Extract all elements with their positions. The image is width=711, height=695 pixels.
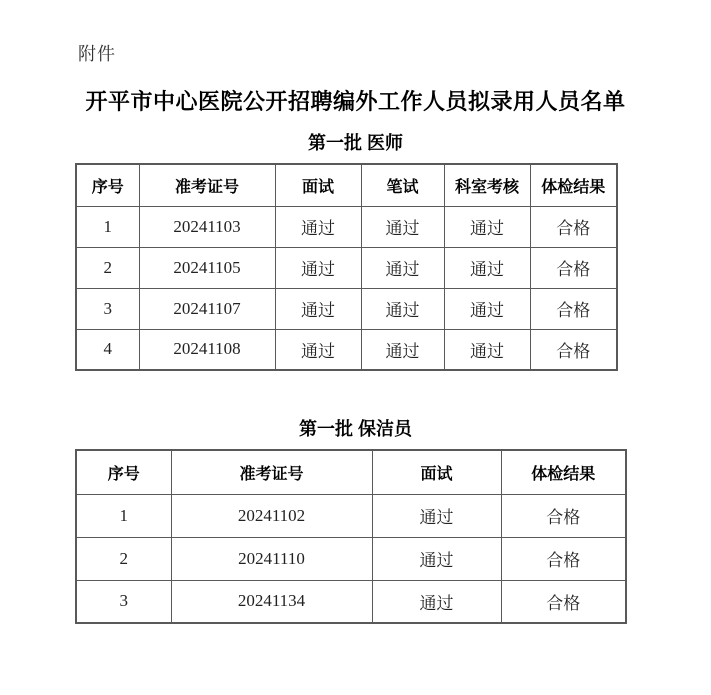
cell-exam-id: 20241108 [139,329,275,370]
column-header-physical: 体检结果 [501,450,626,494]
cell-interview: 通过 [275,247,361,288]
cell-seq: 1 [76,494,171,537]
cell-physical: 合格 [530,329,617,370]
cell-interview: 通过 [275,206,361,247]
cell-exam-id: 20241134 [171,580,372,623]
section-heading-doctors: 第一批 医师 [307,133,403,153]
cell-physical: 合格 [501,537,626,580]
column-header-physical: 体检结果 [530,164,617,206]
table-row [76,494,626,537]
cell-physical: 合格 [530,288,617,329]
column-header-dept-assessment: 科室考核 [444,164,530,206]
cell-interview: 通过 [275,288,361,329]
cell-interview: 通过 [372,537,501,580]
cell-seq: 2 [76,247,139,288]
column-header-interview: 面试 [275,164,361,206]
cell-dept: 通过 [444,206,530,247]
cell-written: 通过 [361,288,444,329]
results-table-doctors [75,163,618,371]
results-table-cleaners [75,449,627,624]
cell-physical: 合格 [501,580,626,623]
cell-written: 通过 [361,206,444,247]
column-header-seq: 序号 [76,164,139,206]
cell-physical: 合格 [530,247,617,288]
cell-exam-id: 20241102 [171,494,372,537]
cell-physical: 合格 [530,206,617,247]
cell-written: 通过 [361,329,444,370]
cell-seq: 3 [76,288,139,329]
cell-dept: 通过 [444,329,530,370]
cell-exam-id: 20241107 [139,288,275,329]
table-row [76,206,617,247]
cell-seq: 4 [76,329,139,370]
cell-interview: 通过 [275,329,361,370]
section-heading-cleaners: 第一批 保洁员 [298,419,412,439]
column-header-written: 笔试 [361,164,444,206]
column-header-exam-id: 准考证号 [139,164,275,206]
cell-exam-id: 20241105 [139,247,275,288]
table-header-row [76,450,626,494]
table-row [76,288,617,329]
cell-interview: 通过 [372,580,501,623]
table-row [76,537,626,580]
cell-seq: 3 [76,580,171,623]
attachment-label: 附件 [78,44,116,64]
table-row [76,580,626,623]
table-row [76,247,617,288]
cell-written: 通过 [361,247,444,288]
column-header-exam-id: 准考证号 [171,450,372,494]
column-header-interview: 面试 [372,450,501,494]
cell-dept: 通过 [444,288,530,329]
cell-interview: 通过 [372,494,501,537]
cell-dept: 通过 [444,247,530,288]
table-header-row [76,164,617,206]
cell-exam-id: 20241103 [139,206,275,247]
cell-seq: 1 [76,206,139,247]
table-row [76,329,617,370]
cell-exam-id: 20241110 [171,537,372,580]
cell-physical: 合格 [501,494,626,537]
page-title: 开平市中心医院公开招聘编外工作人员拟录用人员名单 [85,89,626,114]
cell-seq: 2 [76,537,171,580]
column-header-seq: 序号 [76,450,171,494]
